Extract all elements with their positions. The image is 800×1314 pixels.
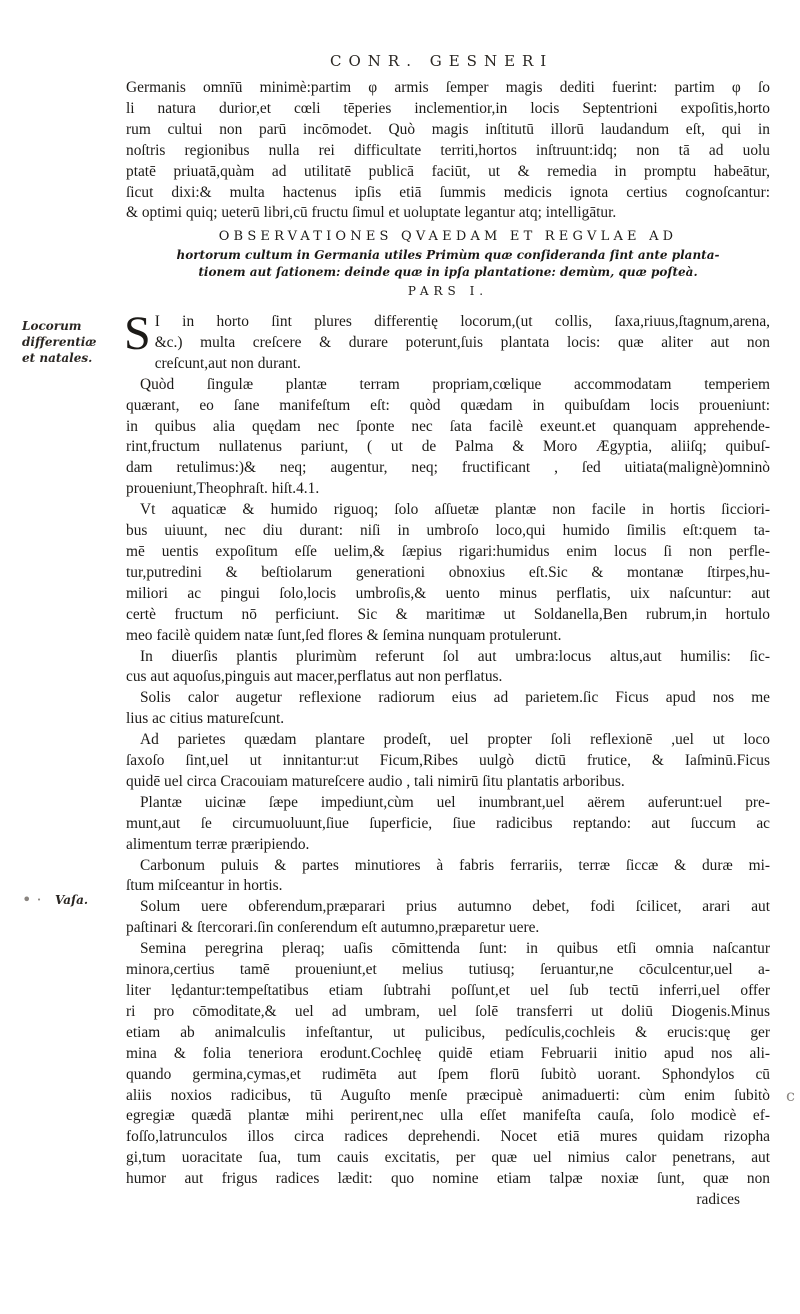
intro-line: noſtris regionibus nulla rei difficultate territi,hortos inſtruunt:idq; non tā ad uolu (126, 141, 770, 159)
margin-note-line: Locorum (22, 319, 82, 333)
text-line: quidē uel circa Cracouiam matureſcere audio , tali nimirū ſitu plantatis arboribus. (126, 772, 625, 790)
text-line: Vt aquaticæ & humido riguoq; ſolo aſſuetæ plantæ non facile in hortis ſicciori- (140, 501, 770, 519)
text-line: alimentum terræ præripiendo. (126, 835, 310, 853)
text-line: humor aut frigus radices lædit: quo nomine etiam talpæ noxiæ ſunt, quæ non (126, 1170, 770, 1188)
margin-note-line: differentiæ (22, 335, 97, 349)
text-line: egregiæ quædā plantæ mihi perirent,nec ulla eſſet manifeſta cauſa, ſolo modicè ef- (126, 1107, 770, 1125)
text-line: lius ac citius matureſcunt. (126, 710, 285, 728)
intro-line: ſicut dixi:& multa hactenus ipſis etiā ſummis medicis ignota certius cognoſcantur: (126, 183, 770, 201)
margin-note-vasa: Vaſa. (55, 893, 89, 907)
text-line: bus uiuunt, nec diu durant: niſi in umbroſo loco,qui humido ſimilis eſt:quem ta- (126, 522, 770, 540)
intro-line: Germanis omnīū minimè:partim φ armis ſemper magis dediti fuerint: partim φ ſo (126, 79, 770, 96)
text-line: ſaxoſo ſint,uel ut innitantur:ut Ficum,Ribes uulgò dictū frutice, & Iaſminū.Ficus (126, 752, 770, 770)
page-edge-mark: c (786, 1086, 795, 1105)
intro-line: ptatē priuatā,quàm ad utilitatē publicā faciūt, ut & remedia in promptu habeātur, (126, 162, 770, 180)
intro-line: & optimi quiq; ueterū libri,cū fructu ſimul et uoluptate legantur atq; intelligātur. (126, 204, 617, 222)
text-line: creſcunt,aut non durant. (154, 354, 301, 372)
section-title: OBSERVATIONES QVAEDAM ET REGVLAE AD (218, 229, 678, 244)
section-heading (126, 227, 770, 301)
text-line: certè fructum nō perficiunt. Sic & maritimæ ut Soldanella,Ben rubrum,in hortulo (126, 605, 770, 623)
text-line: dam retulimus:)& neq; augentur, neq; fructificant , ſed uitiata(malignè)omninò (126, 459, 770, 477)
main-lines (124, 307, 770, 1190)
pars-label: PARS I. (407, 284, 489, 298)
text-line: gi,tum uoracitate ſua, tum cauis excitatis, per quæ uel nimius calor penetrans, aut (126, 1149, 770, 1167)
text-line: aliis noxios radicibus, tū Auguſto menſe præcipuè animaduerti: cùm enim ſubitò (126, 1086, 770, 1104)
text-line: etiam ab animalculis infeſtantur, ut pulicibus, pedículis,cochleis & erucis:quę ger (126, 1023, 770, 1041)
text-line: Solum uere obferendum,præparari prius autumno debet, fodi ſcilicet, arari aut (140, 898, 770, 916)
running-head: CONR. GESNERI (330, 52, 554, 70)
intro-line: rum cultui non parū incōmodet. Quò magis inſtitutū illorū laudandum eſt, qui in (126, 120, 770, 138)
text-line: Solis calor augetur reflexione radiorum eius ad parietem.ſic Ficus apud nos me (140, 689, 770, 707)
text-line: liter lędantur:tempeſtatibus etiam ſubtrahi poſſunt,et uel ſub tectū inferri,uel offer (126, 982, 770, 999)
text-line: mē uentis expoſitum eſſe uelim,& ſæpius rigari:humidus enim locus ſi non perfle- (126, 542, 770, 560)
text-line: ſtum miſceantur in hortis. (126, 877, 283, 895)
margin-note-line: et natales. (22, 351, 93, 365)
text-line: rint,fructum nullatenus pariunt, ( ut de Palma & Moro Ægyptia, aliiſq; quibuſ- (126, 438, 770, 456)
intro-line: li natura durior,et cœli tēperies inclementior,in locis Septentrioni expoſitis,horto (126, 99, 770, 117)
text-line: Plantæ uicinæ ſæpe impediunt,cùm uel inumbrant,uel aërem auferunt:uel pre- (140, 793, 770, 811)
text-line: cus aut aquoſus,pinguis aut macer,perflatus aut non perflatus. (126, 668, 503, 686)
ink-dots: • · (22, 890, 42, 909)
text-line: tur,putredini & beſtiolarum generationi obnoxius eſt.Sic & montanæ ſtirpes,hu- (126, 563, 770, 581)
text-line: minora,certius tamē proueniunt,et melius tutiusq; ſeruantur,ne cōculcentur,uel a- (126, 961, 770, 979)
text-line: mina & folia teneriora erodunt.Cochleę quidē etiam Februarii initio apud nos ali- (126, 1044, 770, 1062)
text-line: Quòd ſingulæ plantæ terram propriam,cœlique accommodatam temperiem (140, 375, 770, 393)
main-text (124, 307, 770, 1211)
text-line: ri pro cōmoditate,& uel ad umbram, uel ſolē transferri ut doliū Diogenis.Minus (126, 1002, 770, 1020)
text-line: foſſo,latrunculos illos circa radices deprehendi. Nocet etiā mures quidam rizopha (126, 1128, 770, 1146)
text-line: paſtinari & ſtercorari.ſin conſerendum eſt autumno,præparetur uere. (126, 919, 540, 937)
text-line: Semina peregrina pleraq; uaſis cōmittenda ſunt: in quibus etſi omnia naſcantur (140, 940, 770, 958)
text-line: In diuerſis plantis plurimùm referunt ſol aut umbra:locus altus,aut humilis: ſic- (140, 647, 770, 665)
text-line: meo facilè quidem natæ ſunt,ſed flores & ſemina nunquam protulerunt. (126, 626, 562, 644)
text-line: munt,aut ſe circumuoluunt,ſiue ſuperficie, ſiue radicibus reptando: aut ſuccum ac (126, 814, 770, 832)
catchword: radices (696, 1191, 740, 1209)
text-line: proueniunt,Theophraſt. hiſt.4.1. (126, 480, 320, 498)
drop-cap: S (124, 307, 151, 360)
section-subtitle-line-1: hortorum cultum in Germania utiles Primùm quæ conſideranda ſint ante planta- (176, 248, 720, 262)
text-line: Carbonum puluis & partes minutiores à fabris ferrariis, terræ ſiccæ & duræ mi- (140, 856, 770, 874)
intro-paragraph (126, 78, 770, 224)
margin-note-locorum (22, 318, 96, 366)
text-line: quando germina,cymas,et rudimēta aut ſpem florū ſubitò uorant. Sphondylos cū (126, 1065, 770, 1083)
section-subtitle-line-2: tionem aut ſationem: deinde quæ in ipſa plantatione: demùm, quæ poſteà. (198, 265, 698, 279)
text-line: in quibus alia quędam nec ſponte nec ſata facilè exeunt.et quanquam apprehende- (126, 417, 770, 435)
text-line: quærant, eo ſane manifeſtum eſt: quòd quædam in quibuſdam locis proueniunt: (126, 396, 770, 414)
text-line: miliori ac pingui ſolo,locis umbroſis,& uento minus perflatis, uix naſcuntur: aut (126, 584, 770, 602)
text-line: &c.) multa creſcere & durare poterunt,ſuis plantata locis: quæ aliter aut non (154, 333, 770, 351)
text-line: Ad parietes quædam plantare prodeſt, uel propter ſoli reflexionē ,uel ut loco (140, 731, 770, 749)
text-line: I in horto ſint plures differentię locorum,(ut collis, ſaxa,riuus,ſtagnum,arena, (154, 313, 770, 330)
